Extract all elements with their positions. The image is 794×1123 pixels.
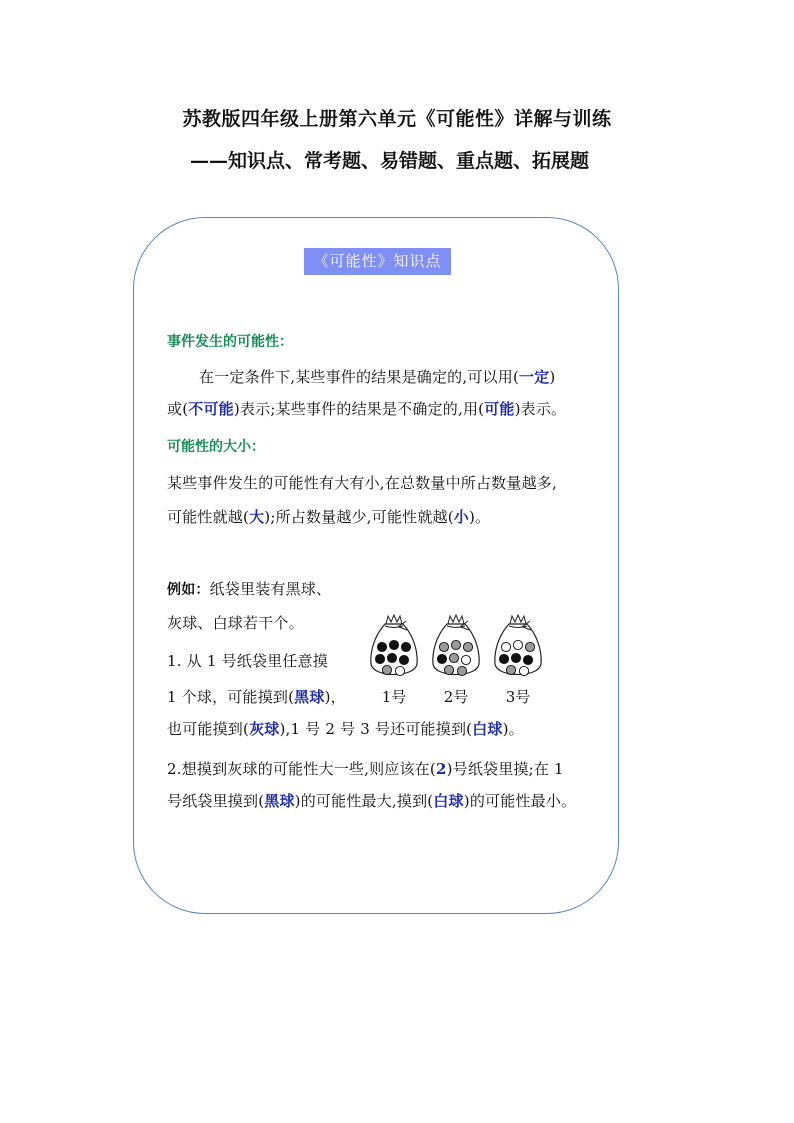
text-fragment: 或( [167,400,189,418]
paragraph-line [167,398,566,419]
black-ball [375,654,384,663]
gray-ball [439,642,448,651]
text-fragment: ),1 号 2 号 3 号还可能摸到( [279,720,473,738]
paper-bag [433,615,479,706]
paper-bag [495,615,541,706]
example-label: 例如： [167,582,210,598]
document-subtitle: ——知识点、常考题、易错题、重点题、拓展题 [190,150,590,172]
paragraph-line [167,506,490,527]
text-fragment: 1 个球，可能摸到( [167,688,295,706]
gray-ball [382,665,391,674]
gray-ball [451,640,460,649]
black-ball [401,642,410,651]
gray-ball [449,653,458,662]
black-ball [523,655,532,664]
paragraph-line [167,790,576,811]
white-ball [461,655,470,664]
black-ball [399,655,408,664]
answer-possible: 可能 [484,400,515,418]
answer-big: 大 [249,508,265,526]
text-fragment: 号纸袋里摸到( [167,792,265,810]
black-ball [377,642,386,651]
bag-label: 2号 [443,688,469,706]
paragraph-line: 灰球、白球若干个。 [167,614,304,632]
text-fragment: )。 [502,720,524,738]
black-ball [387,653,396,662]
bag-label: 1号 [381,688,407,706]
bag-top [510,615,526,624]
black-ball [389,640,398,649]
text-fragment: )， [324,688,346,706]
white-ball [395,666,404,675]
answer-bag-number: 2 [435,760,447,778]
white-ball [513,640,522,649]
answer-white: 白球 [472,720,503,738]
text-fragment: 2.想摸到灰球的可能性大一些,则应该在( [167,760,436,778]
paragraph-line [167,686,346,707]
heading-event-possibility: 事件发生的可能性： [167,334,293,350]
black-ball [437,654,446,663]
gray-ball [506,665,515,674]
document-title: 苏教版四年级上册第六单元《可能性》详解与训练 [182,108,612,130]
text-fragment: 纸袋里装有黑球、 [209,580,332,598]
white-ball [501,642,510,651]
gray-ball [525,642,534,651]
text-fragment: )的可能性最大,摸到( [294,792,434,810]
text-fragment: 可能性就越( [167,508,250,526]
text-fragment: )。 [469,508,491,526]
text-fragment: ) [549,368,556,386]
black-ball [511,653,520,662]
answer-least-likely: 白球 [433,792,464,810]
answer-impossible: 不可能 [188,400,234,418]
answer-gray: 灰球 [249,720,280,738]
paragraph-line: 某些事件发生的可能性有大有小,在总数量中所占数量越多, [167,474,557,492]
bag-top [448,615,464,624]
section-badge: 《可能性》知识点 [304,248,451,275]
text-fragment: 在一定条件下,某些事件的结果是确定的,可以用( [199,368,519,386]
answer-certain: 一定 [519,368,550,386]
white-ball [519,666,528,675]
text-fragment: )表示;某些事件的结果是不确定的,用( [233,400,485,418]
paragraph-line [199,366,555,387]
text-fragment: );所占数量越少,可能性就越( [264,508,454,526]
gray-ball [463,642,472,651]
answer-black: 黑球 [294,688,325,706]
bag-label: 3号 [505,688,531,706]
bags-illustration [367,614,547,706]
text-fragment: )号纸袋里摸;在 1 [446,760,564,778]
bag-top [386,615,402,624]
answer-small: 小 [453,508,469,526]
paragraph-line: 1. 从 1 号纸袋里任意摸 [167,652,328,670]
black-ball [499,654,508,663]
answer-most-likely: 黑球 [264,792,295,810]
gray-ball [457,666,466,675]
gray-ball [444,665,453,674]
text-fragment: 也可能摸到( [167,720,250,738]
text-fragment: )表示。 [514,400,567,418]
example-intro [167,578,331,599]
paragraph-line [167,758,564,779]
heading-possibility-size: 可能性的大小： [167,439,265,455]
paragraph-line [167,718,524,739]
paper-bag [371,615,417,706]
text-fragment: )的可能性最小。 [463,792,577,810]
